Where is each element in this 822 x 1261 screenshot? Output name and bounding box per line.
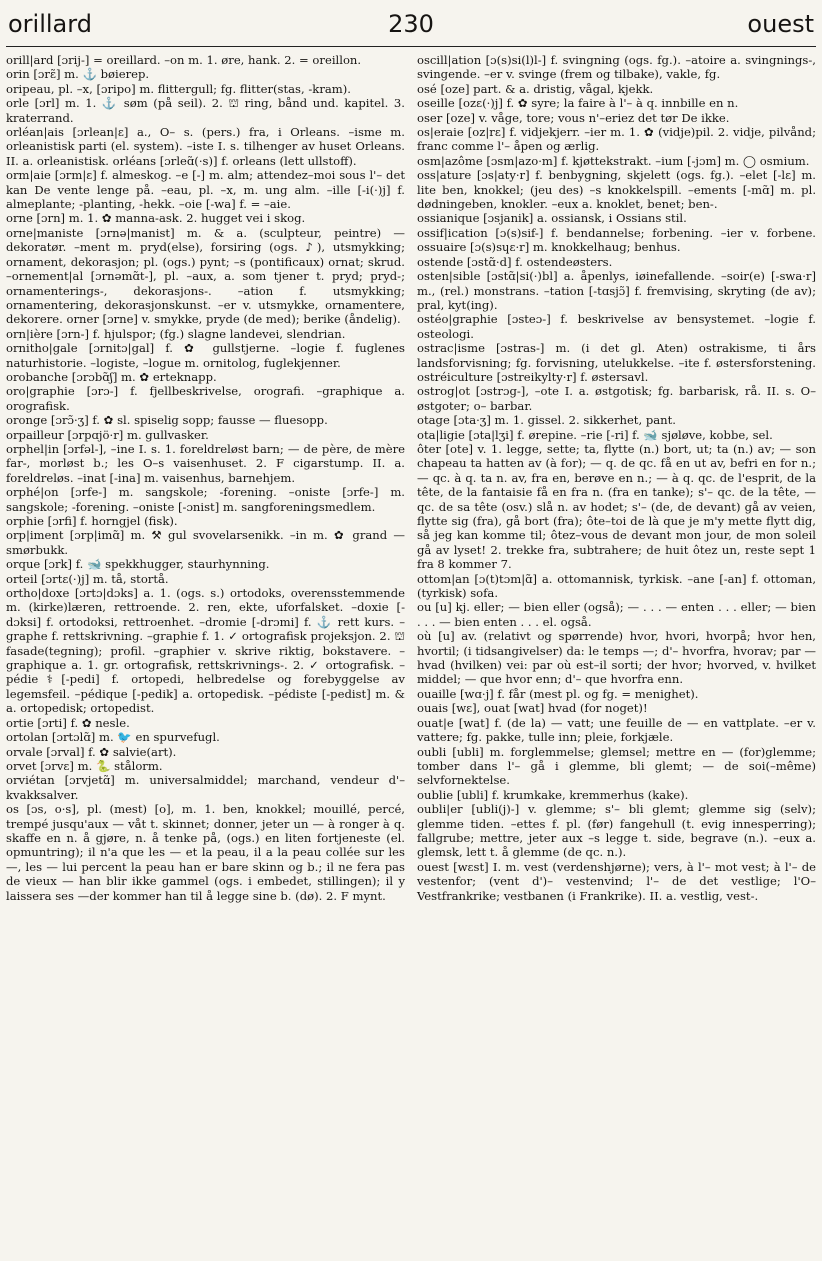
dictionary-entry: osé [oze] part. & a. dristig, vågal, kjekk. <box>417 81 654 96</box>
columns <box>6 53 816 903</box>
dictionary-entry: orn|ière [ɔrn-] f. hjulspor; (fg.) slagne landevei, slendrian. <box>6 326 346 341</box>
dictionary-entry: orobanche [ɔrɔbɑ̃ʃ] m. ✿ erteknapp. <box>6 369 217 384</box>
page-header <box>6 10 816 44</box>
dictionary-entry: oronge [ɔrɔ̃·ʒ] f. ✿ sl. spiselig sopp; fausse — fluesopp. <box>6 413 328 428</box>
dictionary-entry: os|eraie [oz|rɛ] f. vidjekjerr. –ier m. 1. ✿ (vidje)pil. 2. vidje, pilvånd; franc comme l'– åpen og ærlig. <box>417 125 816 154</box>
dictionary-entry: orne|maniste [ɔrnə|manist] m. & a. (sculpteur, peintre) — dekoratør. –ment m. pryd(else), forsiring (ogs. ♪), utsmykking; ornament, dekorasjon; pl. (ogs.) pynt; –s (pontificaux) ornat; skrud. –ornement|al [ɔrnəmɑ̃t-], pl. –aux, a. som tjener t. pryd; pryd-; ornamenterings-, dekorasjons-. –ation f. utsmykking; ornamentering, dekorasjonskunst. –er v. utsmykke, ornamentere, dekorere. orner [ɔrne] v. smykke, pryde (de med); berike (åndelig). <box>6 225 405 327</box>
dictionary-entry: osm|azôme [ɔsm|azo·m] f. kjøttekstrakt. –ium [-jɔm] m. ◯ osmium. <box>417 153 810 168</box>
dictionary-entry: ôter [ote] v. 1. legge, sette; ta, flytte (n.) bort, ut; ta (n.) av; — son chapeau ta hatten av (à for); — q. de qc. få en ut av, befri en for n.; — qc. à q. ta n. av, fra en, berøve en n.; — à q. qc. de l'esprit, de la tête, de la fantaisie få en fra n. (fra en tanke); s'– qc. de la tête, — qc. de sa tête (osv.) slå n. av hodet; s'– (de, de devant) gå av veien, flytte sig (fra), gå bort (fra); ôte–toi de là que je m'y mette flytt dig, så jeg kan komme til; ôtez–vous de devant mon jour, de mon soleil gå av lyset! 2. trekke fra, subtrahere; de huit ôtez un, reste sept 1 fra 8 kommer 7. <box>417 441 816 572</box>
dictionary-entry: où [u] av. (relativt og spørrende) hvor, hvori, hvorpå; hvor hen, hvortil; (i tidsangivelser) da: le temps —; d'– hvorfra, hvorav; par — hvad (hvilken) vei: par où est–il sorti; der hvor; hvorved, v. hvilket middel; — que hvor enn; d'– que hvorfra enn. <box>417 629 816 687</box>
dictionary-entry: ouaille [wɑ·j] f. får (mest pl. og fg. = menighet). <box>417 686 699 701</box>
dictionary-entry: orle [ɔrl] m. 1. ⚓ søm (på seil). 2. ⛫ ring, bånd und. kapitel. 3. kraterrand. <box>6 96 405 125</box>
dictionary-entry: ostrac|isme [ɔstras-] m. (i det gl. Aten) ostrakisme, ti års landsforvisning; fg. forvisning, utelukkelse. –ite f. østersforstening. ostréiculture [ɔstreikylty·r] f. østersavl. <box>417 341 816 384</box>
dictionary-entry: ornitho|gale [ɔrnitɔ|gal] f. ✿ gullstjerne. –logie f. fuglenes naturhistorie. –logiste, –logue m. ornitolog, fuglekjenner. <box>6 341 405 370</box>
dictionary-entry: ossianique [ɔsjanik] a. ossiansk, i Ossians stil. <box>417 211 687 226</box>
dictionary-entry: orm|aie [ɔrm|ɛ] f. almeskog. –e [-] m. alm; attendez–moi sous l'– det kan De vente lenge på. –eau, pl. –x, m. ung alm. –ille [-i(·)j] f. almeplante; -planting, -hekk. –oie [-wa] f. = –aie. <box>6 168 405 212</box>
dictionary-entry: ouat|e [wat] f. (de la) — vatt; une feuille de — en vattplate. –er v. vattere; fg. pakke, tulle inn; pleie, forkjæle. <box>417 715 816 745</box>
dictionary-entry: orléan|ais [ɔrlean|ɛ] a., O– s. (pers.) fra, i Orleans. –isme m. orleanistisk parti (el. system). –iste I. s. tilhenger av huset Orleans. II. a. orleanistisk. orléans [ɔrleɑ̃(·s)] f. orleans (lett ullstoff). <box>6 125 405 168</box>
dictionary-entry: osten|sible [ɔstɑ̃|si(·)bl] a. åpenlys, iøinefallende. –soir(e) [-swa·r] m., (rel.) monstrans. –tation [-tɑsjɔ̃] f. fremvising, skryting (de av); pral, kyt(ing). <box>417 269 816 312</box>
dictionary-entry: ota|ligie [ɔta|lʒi] f. ørepine. –rie [-ri] f. 🐋 sjøløve, kobbe, sel. <box>417 427 773 442</box>
dictionary-entry: orviétan [ɔrvjetɑ̃] m. universalmiddel; marchand, vendeur d'– kvakksalver. <box>6 773 405 802</box>
dictionary-entry: orne [ɔrn] m. 1. ✿ manna-ask. 2. hugget vei i skog. <box>6 211 306 226</box>
header-rule <box>6 46 816 47</box>
dictionary-entry: oser [oze] v. våge, tore; vous n'–eriez det tør De ikke. <box>417 110 730 125</box>
page-number: 230 <box>388 10 434 38</box>
header-first-word: orillard <box>8 10 92 38</box>
dictionary-entry: ottom|an [ɔ(t)tɔm|ɑ̃] a. ottomannisk, tyrkisk. –ane [-an] f. ottoman, (tyrkisk) sofa. <box>417 571 816 601</box>
dictionary-entry: ostéo|graphie [ɔsteɔ-] f. beskrivelse av bensystemet. –logie f. osteologi. <box>417 312 816 341</box>
dictionary-entry: orin [ɔrɛ̃] m. ⚓ bøierep. <box>6 67 150 82</box>
dictionary-entry: ortho|doxe [ɔrtɔ|dɔks] a. 1. (ogs. s.) ortodoks, overensstemmende m. (kirke)læren, rettroende. 2. ren, ekte, uforfalsket. –doxie [-dɔksi] f. ortodoksi, rettroenhet. –dromie [-drɔmi] f. ⚓ rett kurs. –graphe f. rettskrivning. –graphie f. 1. ✓ ortografisk projeksjon. 2. ⛫ fasade(tegning); profil. –graphier v. skrive riktig, bokstavere. –graphique a. 1. gr. ortografisk, rettskrivnings-. 2. ✓ ortografisk. –pédie⚕[-pedi] f. ortopedi, helbredelse og forebyggelse av legemsfeil. –pédique [-pedik] a. ortopedisk. –pédiste [-pedist] m. & a. ortopedisk; ortopedist. <box>6 586 405 716</box>
dictionary-entry: orque [ɔrk] f. 🐋 spekkhugger, staurhynning. <box>6 557 270 572</box>
dictionary-entry: oro|graphie [ɔrɔ-] f. fjellbeskrivelse, orografi. –graphique a. orografisk. <box>6 384 405 413</box>
dictionary-entry: oss|ature [ɔs|aty·r] f. benbygning, skjelett (ogs. fg.). –elet [-lɛ] m. lite ben, knokkel; (jeu des) –s knokkelspill. –ements [-mɑ̃] m. pl. dødningeben, knokler. –eux a. knoklet, benet; ben-. <box>417 168 816 212</box>
dictionary-entry: orphé|on [ɔrfe-] m. sangskole; -forening. –oniste [ɔrfe-] m. sangskole; -forening. –oniste [-ɔnist] m. sangforeningsmedlem. <box>6 485 405 514</box>
dictionary-entry: orvet [ɔrvɛ] m. 🐍 stålorm. <box>6 758 163 773</box>
dictionary-entry: oublie [ubli] f. krumkake, kremmerhus (kake). <box>417 787 689 802</box>
dictionary-entry: orphel|in [ɔrfəl-], –ine I. s. 1. foreldreløst barn; — de père, de mère far-, morløst b.; les O–s vaisenhuset. 2. F cigarstump. II. a. foreldreløs. –inat [-ina] m. vaisenhus, barnehjem. <box>6 441 405 485</box>
dictionary-entry: ossif|ication [ɔ(s)sif-] f. bendannelse; forbening. –ier v. forbene. ossuaire [ɔ(s)sɥɛ·r] m. knokkelhaug; benhus. <box>417 225 816 255</box>
header-last-word: ouest <box>747 10 814 38</box>
dictionary-entry: orill|ard [ɔrij-] = oreillard. –on m. 1. øre, hank. 2. = oreillon. <box>6 53 362 67</box>
dictionary-entry: ortie [ɔrti] f. ✿ nesle. <box>6 715 130 730</box>
dictionary-entry: oscill|ation [ɔ(s)si(l)l-] f. svingning (ogs. fg.). –atoire a. svingnings-, svingende. –er v. svinge (frem og tilbake), vakle, fg. <box>417 53 816 82</box>
dictionary-entry: oseille [ozɛ(·)j] f. ✿ syre; la faire à l'– à q. innbille en n. <box>417 96 739 111</box>
dictionary-entry: os [ɔs, o·s], pl. (mest) [o], m. 1. ben, knokkel; mouillé, percé, trempé jusqu'aux — våt t. skinnet; donner, jeter un — à ronger à q. skaffe en n. å gjøre, n. å tenke på, (ogs.) en liten fortjeneste (el. opmuntring); il n'a que les — et la peau, il a la peau collée sur les —, les — lui percent la peau han er bare skinn og b.; il ne fera pas de vieux — han blir ikke gammel (ogs. i embedet, stillingen); il y laissera ses —der kommer han til å legge sine b. (dø). 2. F mynt. <box>6 802 405 903</box>
dictionary-entry: otage [ɔta·ʒ] m. 1. gissel. 2. sikkerhet, pant. <box>417 413 676 428</box>
dictionary-entry: oripeau, pl. –x, [ɔripo] m. flittergull; fg. flitter(stas, -kram). <box>6 81 351 96</box>
left-column <box>6 53 405 903</box>
dictionary-entry: ouais [wɛ], ouat [wat] hvad (for noget)! <box>417 701 648 716</box>
dictionary-entry: ortolan [ɔrtɔlɑ̃] m. 🐦 en spurvefugl. <box>6 730 220 745</box>
dictionary-entry: ou [u] kj. eller; — bien eller (også); — . . . — enten . . . eller; — bien . . . — bien enten . . . el. også. <box>417 600 816 629</box>
dictionary-entry: ouest [wɛst] I. m. vest (verdenshjørne); vers, à l'– mot vest; à l'– de vestenfor; (vent d')– vestenvind; l'– de det vestlige; l'O– Vestfrankrike; vestbanen (i Frankrike). II. a. vestlig, vest-. <box>417 859 816 903</box>
dictionary-entry: oubli [ubli] m. forglemmelse; glemsel; mettre en — (for)glemme; tomber dans l'– gå i glemme, bli glemt; — de soi(–même) selvfornektelse. <box>417 744 816 788</box>
dictionary-entry: orphie [ɔrfi] f. horngjel (fisk). <box>6 514 178 528</box>
dictionary-entry: ostende [ɔstɑ̃·d] f. ostendeøsters. <box>417 254 613 269</box>
dictionary-entry: ostrog|ot [ɔstrɔg-], –ote I. a. østgotisk; fg. barbarisk, rå. II. s. O– østgoter; o– barbar. <box>417 384 816 413</box>
dictionary-entry: oubli|er [ubli(j)-] v. glemme; s'– bli glemt; glemme sig (selv); glemme tiden. –ettes f. pl. (før) fangehull (t. evig innesperring); fallgrube; mettre, jeter aux –s legge t. side, begrave (n.). –eux a. glemsk, lett t. å glemme (de qc. n.). <box>417 802 816 860</box>
right-column <box>417 53 816 903</box>
dictionary-entry: orpailleur [ɔrpɑjö·r] m. gullvasker. <box>6 427 209 442</box>
dictionary-entry: orteil [ɔrtɛ(·)j] m. tå, stortå. <box>6 571 169 586</box>
dictionary-entry: orvale [ɔrval] f. ✿ salvie(art). <box>6 744 177 759</box>
dictionary-entry: orp|iment [ɔrp|imɑ̃] m. ⚒ gul svovelarsenikk. –in m. ✿ grand — smørbukk. <box>6 528 405 557</box>
